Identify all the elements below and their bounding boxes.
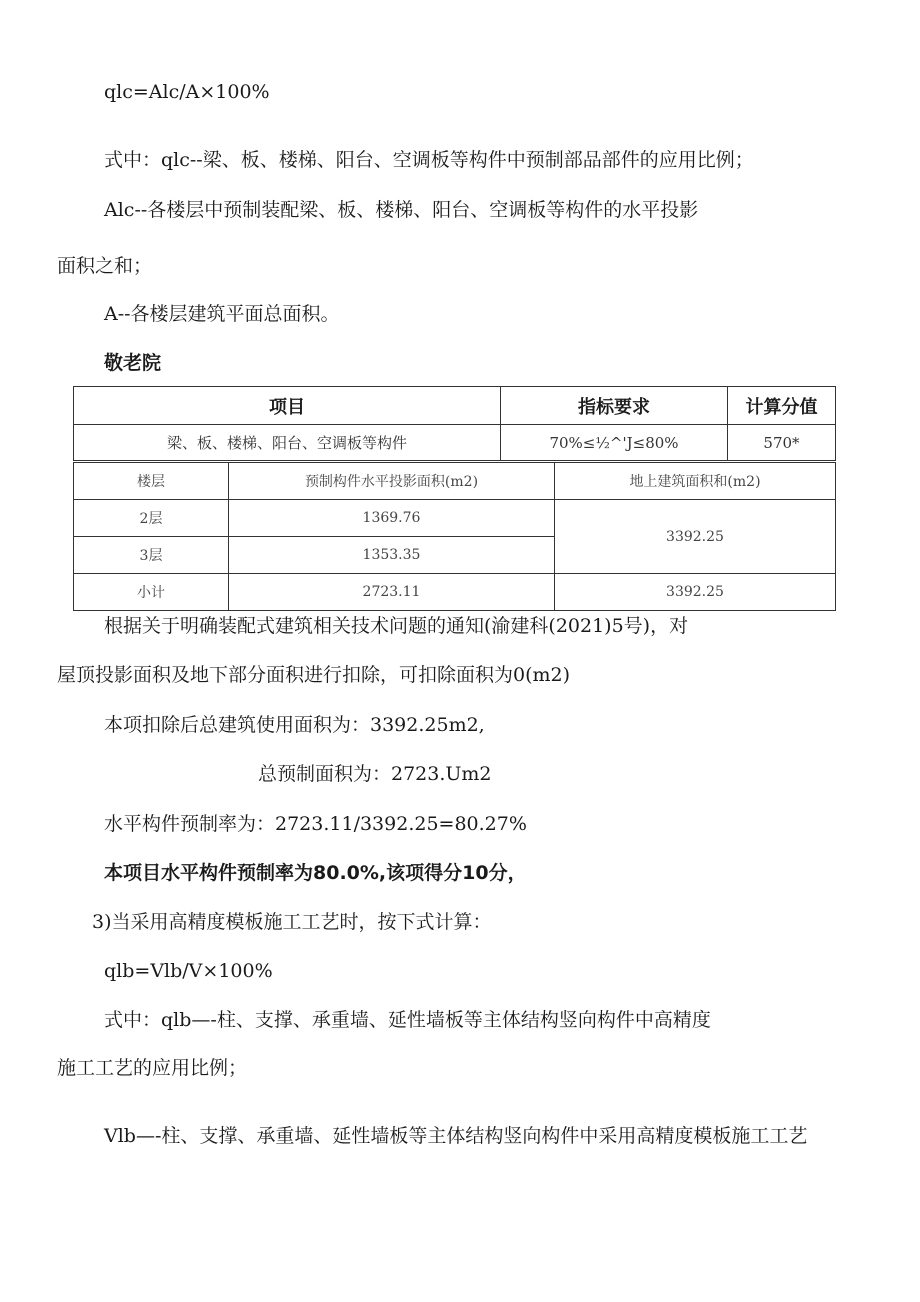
formula-qlc: qlc=Alc∕A×100% [104, 81, 270, 103]
cell-requirement: 70%≤½^'J≤80% [501, 425, 728, 461]
definition-qlc: 式中：qlc--梁、板、楼梯、阳台、空调板等构件中预制部品部件的应用比例； [104, 149, 754, 171]
floor-area-table [73, 462, 836, 611]
total-area-text: 本项扣除后总建筑使用面积为：3392.25m2, [104, 714, 485, 736]
score-summary-table [73, 386, 836, 461]
table-row [74, 500, 836, 537]
formula-qlb: qlb=Vlb∕V×100% [104, 960, 273, 982]
definition-qlb: 式中：qlb—-柱、支撑、承重墙、延性墙板等主体结构竖向构件中高精度 [104, 1009, 711, 1031]
definition-vlb: Vlb—-柱、支撑、承重墙、延性墙板等主体结构竖向构件中采用高精度模板施工工艺 [104, 1125, 808, 1147]
prefab-rate-text: 水平构件预制率为：2723.11/3392.25=80.27% [104, 813, 527, 835]
definition-alc-cont: 面积之和； [57, 255, 153, 277]
col-header-total-area: 地上建筑面积和(m2) [555, 463, 836, 500]
cell-floor: 2层 [74, 500, 229, 537]
cell-subtotal-label: 小计 [74, 574, 229, 611]
cell-total-area: 3392.25 [555, 500, 836, 574]
col-header-floor: 楼层 [74, 463, 229, 500]
definition-a: A--各楼层建筑平面总面积。 [104, 303, 340, 325]
cell-floor: 3层 [74, 537, 229, 574]
cell-subtotal-area: 2723.11 [229, 574, 555, 611]
prefab-area-text: 总预制面积为：2723.Um2 [258, 763, 492, 785]
notice-text: 根据关于明确装配式建筑相关技术问题的通知(渝建科(2021)5号)，对 [104, 615, 689, 637]
definition-qlb-cont: 施工工艺的应用比例； [57, 1057, 248, 1079]
definition-alc: Alc--各楼层中预制装配梁、板、楼梯、阳台、空调板等构件的水平投影 [104, 199, 699, 221]
col-header-score: 计算分值 [728, 387, 836, 425]
col-header-requirement: 指标要求 [501, 387, 728, 425]
cell-item: 梁、板、楼梯、阳台、空调板等构件 [74, 425, 501, 461]
notice-text-cont: 屋顶投影面积及地下部分面积进行扣除，可扣除面积为0(m2) [57, 664, 571, 686]
section-title: 敬老院 [104, 352, 162, 374]
col-header-item: 项目 [74, 387, 501, 425]
cell-subtotal-total: 3392.25 [555, 574, 836, 611]
score-result: 本项目水平构件预制率为80.0%,该项得分10分， [104, 862, 527, 884]
cell-score: 570* [728, 425, 836, 461]
cell-area: 1353.35 [229, 537, 555, 574]
col-header-prefab-area: 预制构件水平投影面积(m2) [229, 463, 555, 500]
table-row-subtotal [74, 574, 836, 611]
item-3-heading: 3)当采用高精度模板施工工艺时，按下式计算： [92, 911, 492, 933]
cell-area: 1369.76 [229, 500, 555, 537]
